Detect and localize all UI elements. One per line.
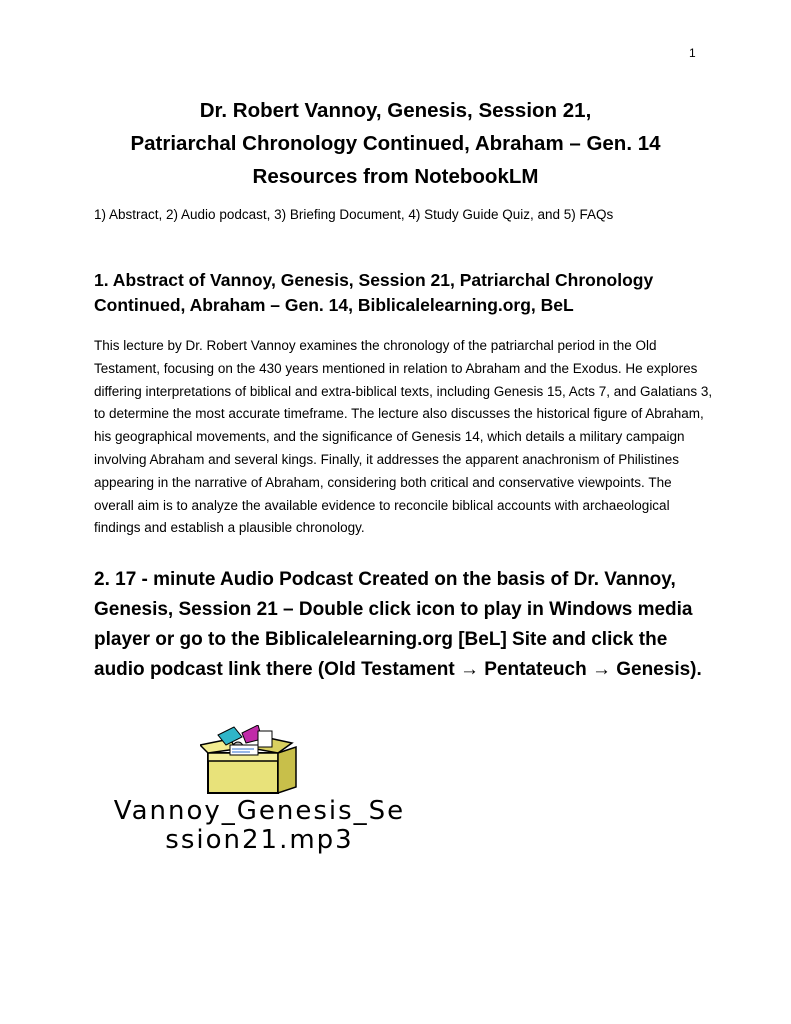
audio-podcast-heading: 2. 17 - minute Audio Podcast Created on the basis of Dr. Vannoy, Genesis, Session 21 – Double click icon to play in Windows media player or go to the Biblicalelearning.org [BeL] Site and click the audio podcast link there (Old Testament → Pentateuch → Genesis). <box>94 569 702 680</box>
audio-file-name-line-1: Vannoy_Genesis_Se <box>113 796 406 826</box>
abstract-heading: 1. Abstract of Vannoy, Genesis, Session 21, Patriarchal Chronology Continued, Abraham – Gen. 14, Biblicalelearning.org, BeL <box>94 270 654 315</box>
title-line-3: Resources from NotebookLM <box>252 165 539 188</box>
abstract-text: This lecture by Dr. Robert Vannoy examines the chronology of the patriarchal period in the Old Testament, focusing on the 430 years mentioned in relation to Abraham and the Exodus. He explores differing interpretations of biblical and extra-biblical texts, including Genesis 15, Acts 7, and Galatians 3, to determine the most accurate timeframe. The lecture also discusses the historical figure of Abraham, his geographical movements, and the significance of Genesis 14, which details a military campaign involving Abraham and several kings. Finally, it addresses the apparent anachronism of Philistines appearing in the narrative of Abraham, considering both critical and conservative viewpoints. The overall aim is to analyze the available evidence to reconcile biblical accounts with archaeological findings and establish a plausible chronology. <box>94 338 713 536</box>
package-icon-graphic <box>200 725 310 797</box>
title-line-1: Dr. Robert Vannoy, Genesis, Session 21, <box>199 99 592 122</box>
resources-list: 1) Abstract, 2) Audio podcast, 3) Briefing Document, 4) Study Guide Quiz, and 5) FAQs <box>94 207 614 222</box>
audio-file-name[interactable] <box>92 797 427 855</box>
document-title <box>40 94 751 193</box>
audio-file-name-line-2: ssion21.mp3 <box>165 825 354 855</box>
package-icon[interactable] <box>200 725 310 797</box>
page-number: 1 <box>689 46 696 60</box>
title-line-2: Patriarchal Chronology Continued, Abraham – Gen. 14 <box>130 132 661 155</box>
